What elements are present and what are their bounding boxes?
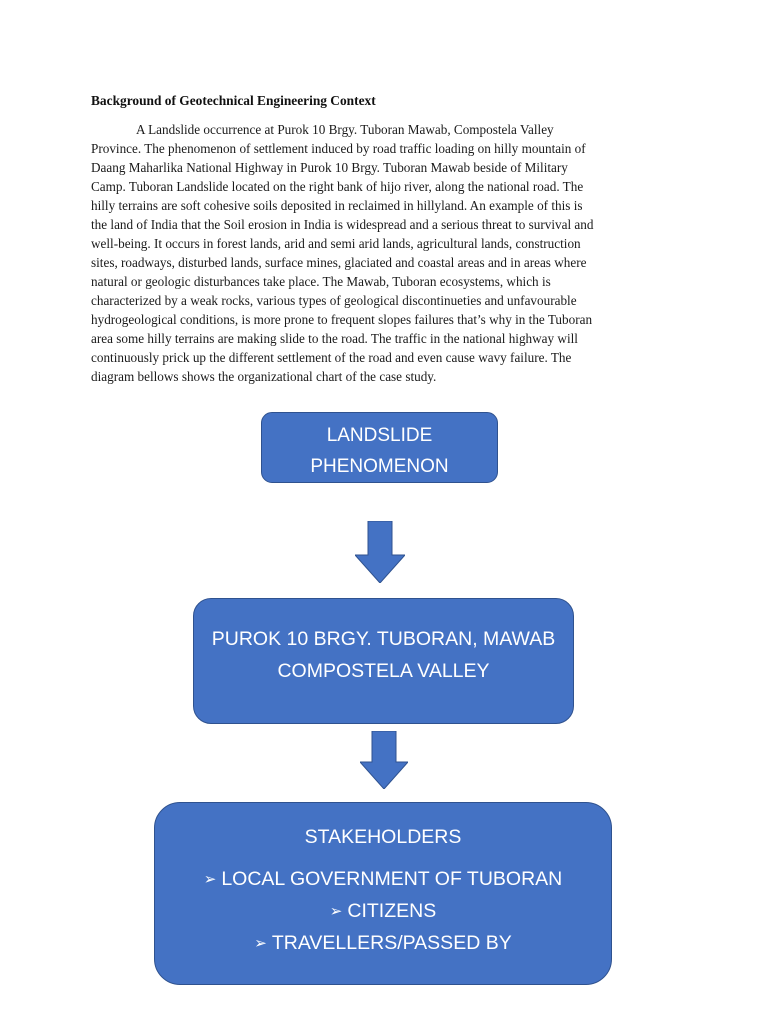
paragraph-line: hydrogeological conditions, is more prone to frequent slopes failures that’s why in the Tuboran	[91, 312, 593, 327]
paragraph-line: well-being. It occurs in forest lands, arid and semi arid lands, agricultural lands, construction	[91, 236, 581, 251]
body-paragraph	[91, 120, 679, 386]
landslide-phenomenon-box	[261, 412, 498, 483]
paragraph-line: sites, roadways, disturbed lands, surface mines, glaciated and coastal areas and in areas where	[91, 255, 587, 270]
box-label-line: PUROK 10 BRGY. TUBORAN, MAWAB	[211, 628, 556, 650]
paragraph-line: area some hilly terrains are making slide to the road. The traffic in the national highway will	[91, 331, 578, 346]
paragraph-line: hilly terrains are soft cohesive soils deposited in reclaimed in hillyland. An example of this is	[91, 198, 583, 213]
box-label-line: LANDSLIDE	[326, 425, 433, 446]
down-arrow-icon	[360, 731, 408, 789]
down-arrow-icon	[355, 521, 405, 583]
box-label-line: PHENOMENON	[310, 456, 449, 477]
paragraph-line: Camp. Tuboran Landslide located on the right bank of hijo river, along the national road. The	[91, 179, 584, 194]
paragraph-line: A Landslide occurrence at Purok 10 Brgy. Tuboran Mawab, Compostela Valley	[136, 122, 554, 137]
stakeholder-label: LOCAL GOVERNMENT OF TUBORAN	[221, 868, 563, 890]
stakeholder-label: TRAVELLERS/PASSED BY	[271, 932, 512, 954]
box-label-line: COMPOSTELA VALLEY	[277, 660, 490, 682]
section-heading: Background of Geotechnical Engineering Context	[91, 93, 376, 108]
stakeholder-label: CITIZENS	[347, 900, 437, 922]
stakeholders-title: STAKEHOLDERS	[304, 826, 462, 848]
arrow-bullet-icon: ➢	[329, 903, 343, 920]
stakeholder-item	[155, 896, 611, 928]
paragraph-line: characterized by a weak rocks, various types of geological discontinueties and unfavourable	[91, 293, 577, 308]
paragraph-line: the land of India that the Soil erosion in India is widespread and a serious threat to survival and	[91, 217, 594, 232]
paragraph-line: Daang Maharlika National Highway in Purok 10 Brgy. Tuboran Mawab beside of Military	[91, 160, 568, 175]
paragraph-line: Province. The phenomenon of settlement induced by road traffic loading on hilly mountain of	[91, 141, 586, 156]
paragraph-line: diagram bellows shows the organizational chart of the case study.	[91, 369, 437, 384]
arrow-bullet-icon: ➢	[203, 871, 217, 888]
paragraph-line: continuously prick up the different settlement of the road and even cause wavy failure. The	[91, 350, 572, 365]
stakeholder-item	[155, 864, 611, 896]
paragraph-line: natural or geologic disturbances take place. The Mawab, Tuboran ecosystems, which is	[91, 274, 551, 289]
stakeholders-box	[154, 802, 612, 985]
location-box	[193, 598, 574, 724]
arrow-bullet-icon: ➢	[254, 935, 267, 952]
stakeholder-item	[155, 928, 611, 960]
